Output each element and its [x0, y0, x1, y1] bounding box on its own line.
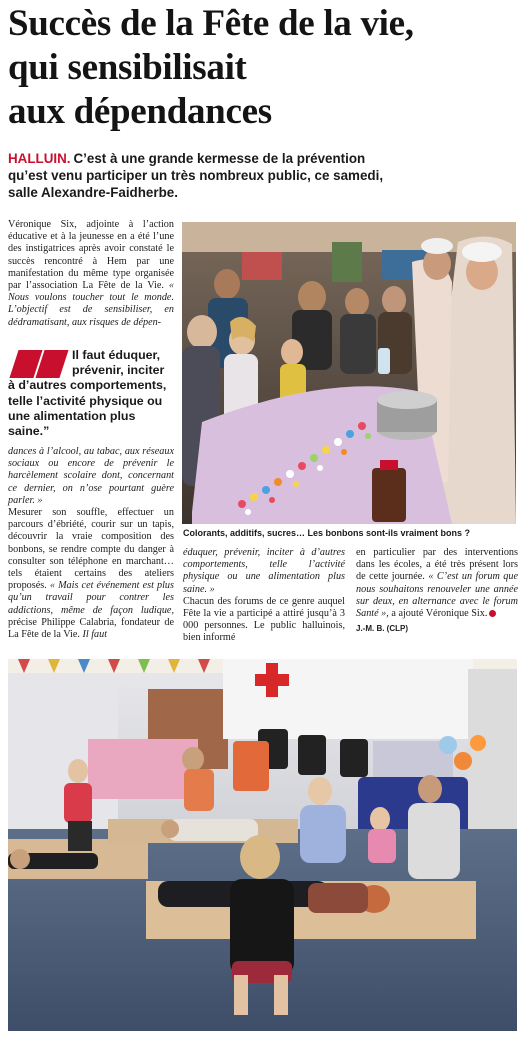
lead-line-3: salle Alexandre-Faidherbe. — [8, 185, 178, 200]
article-headline — [8, 2, 520, 134]
lead-line-2: qu’est venu participer un très nombreux public, ce samedi, — [8, 168, 384, 183]
photo-first-aid-workshop — [8, 659, 517, 1031]
article-column-2 — [183, 547, 345, 645]
article-column-1-top — [8, 219, 174, 329]
photo-caption: Colorants, additifs, sucres… Les bonbons sont-ils vraiment bons ? — [183, 528, 471, 538]
col1-bottom-italic-2: « Mais cet événement est plus qu’un travail pour contrer les addictions, même de façon ludique, — [8, 580, 174, 616]
pull-quote-text: Il faut éduquer, prévenir, inciter à d’autres comportements, telle l’activité physique ou une alimentation plus saine.” — [8, 348, 167, 439]
lead-line-1-text: C’est à une grande kermesse de la prévention — [73, 151, 366, 166]
col3-italic: « C’est un forum que nous souhaitons renouveler une année sur deux, en alternance avec le forum Santé », — [356, 571, 519, 620]
col2-plain: Chacun des forums de ce genre auquel Fête la vie a participé a attiré jusqu’à 3 000 personnes. Le public halluinois, bien informé — [183, 595, 345, 644]
col2-italic: éduquer, prévenir, inciter à d’autres comportements, telle l’activité physique ou une alimentation plus saine. » — [183, 547, 345, 595]
col1-bottom-italic-3: Il faut — [82, 629, 108, 641]
article-column-1-bottom — [8, 446, 174, 641]
col3-plain-2: a ajouté Véronique Six. — [388, 608, 488, 620]
article-lead — [8, 150, 520, 201]
col1-top-plain: Véronique Six, adjointe à l’action éducative et à la jeunesse en a été l’une des instigatrices après avoir constaté le succès rencontré à Hem par une manifestation du même type organisée par l’association La Fête de la Vie. — [8, 219, 174, 292]
article-signature: J.-M. B. (CLP) — [356, 624, 408, 634]
col3-plain: en particulier par des interventions dans les écoles, a été très présent lors de cette journée. — [356, 547, 518, 583]
col1-bottom-italic: dances à l’alcool, au tabac, aux réseaux sociaux ou encore de prévenir le harcèlement scolaire dont, concernant ce dernier, on n’ose pourtant guère parler. » — [8, 446, 174, 506]
end-mark-icon — [489, 610, 496, 617]
lead-location: HALLUIN. — [8, 151, 71, 166]
col1-top-italic: « Nous voulons toucher tout le monde. L’objectif est de sensibiliser, en dédramatisant, aux risques de dépen- — [8, 280, 174, 328]
pull-quote — [8, 348, 174, 439]
photo-candy-workshop — [182, 222, 516, 524]
headline-line-3: aux dépendances — [8, 91, 272, 132]
article-column-3 — [356, 547, 518, 635]
headline-line-1: Succès de la Fête de la vie, — [8, 3, 414, 44]
lead-line-1 — [8, 150, 520, 167]
quote-marks-icon — [8, 350, 66, 378]
col1-bottom-plain-2: précise Philippe Calabria, fondateur de La Fête de la Vie. — [8, 616, 174, 641]
photo-first-aid-workshop-image — [8, 659, 517, 1031]
headline-line-2: qui sensibilisait — [8, 47, 247, 88]
photo-candy-workshop-image — [182, 222, 516, 524]
col1-bottom-plain-1: Mesurer son souffle, effectuer un parcours d’ébriété, courir sur un tapis, découvrir la vraie composition des bonbons, se rendre compte du danger à consulter son téléphone en marchant… tels étaient certains des ateliers proposés. — [8, 507, 174, 592]
